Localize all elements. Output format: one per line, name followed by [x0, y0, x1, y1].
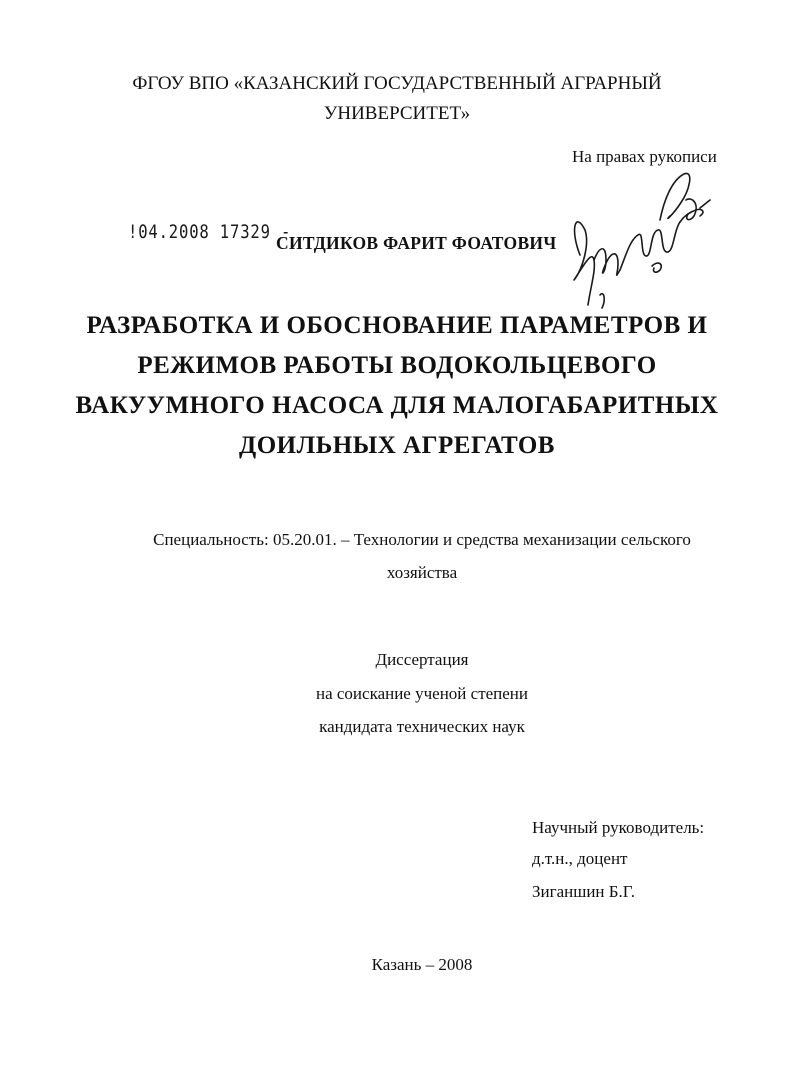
title-line-4: ДОИЛЬНЫХ АГРЕГАТОВ — [239, 432, 555, 459]
signature-icon — [560, 160, 720, 320]
supervisor-label: Научный руководитель: — [532, 818, 705, 837]
organization-line-1: ФГОУ ВПО «КАЗАНСКИЙ ГОСУДАРСТВЕННЫЙ АГРАРНЫЙ — [132, 73, 662, 94]
title-line-2: РЕЖИМОВ РАБОТЫ ВОДОКОЛЬЦЕВОГО — [137, 352, 657, 379]
title-line-3: ВАКУУМНОГО НАСОСА ДЛЯ МАЛОГАБАРИТНЫХ — [75, 392, 719, 419]
specialty-line-2: хозяйства — [386, 563, 458, 582]
supervisor-degree: д.т.н., доцент — [532, 849, 628, 868]
organization-line-2: УНИВЕРСИТЕТ» — [323, 103, 471, 124]
degree-purpose: на соискание ученой степени — [315, 684, 529, 703]
registry-stamp: !04.2008 17329 - — [128, 221, 292, 243]
specialty-line-1: Специальность: 05.20.01. – Технологии и средства механизации сельского — [153, 530, 691, 549]
city-year: Казань – 2008 — [371, 955, 473, 974]
degree-name: кандидата технических наук — [319, 717, 525, 736]
manuscript-rights-note: На правах рукописи — [572, 147, 717, 166]
dissertation-label: Диссертация — [375, 650, 469, 669]
author-name: СИТДИКОВ ФАРИТ ФОАТОВИЧ — [276, 233, 557, 253]
supervisor-name: Зиганшин Б.Г. — [532, 882, 635, 901]
title-line-1: РАЗРАБОТКА И ОБОСНОВАНИЕ ПАРАМЕТРОВ И — [86, 312, 708, 339]
